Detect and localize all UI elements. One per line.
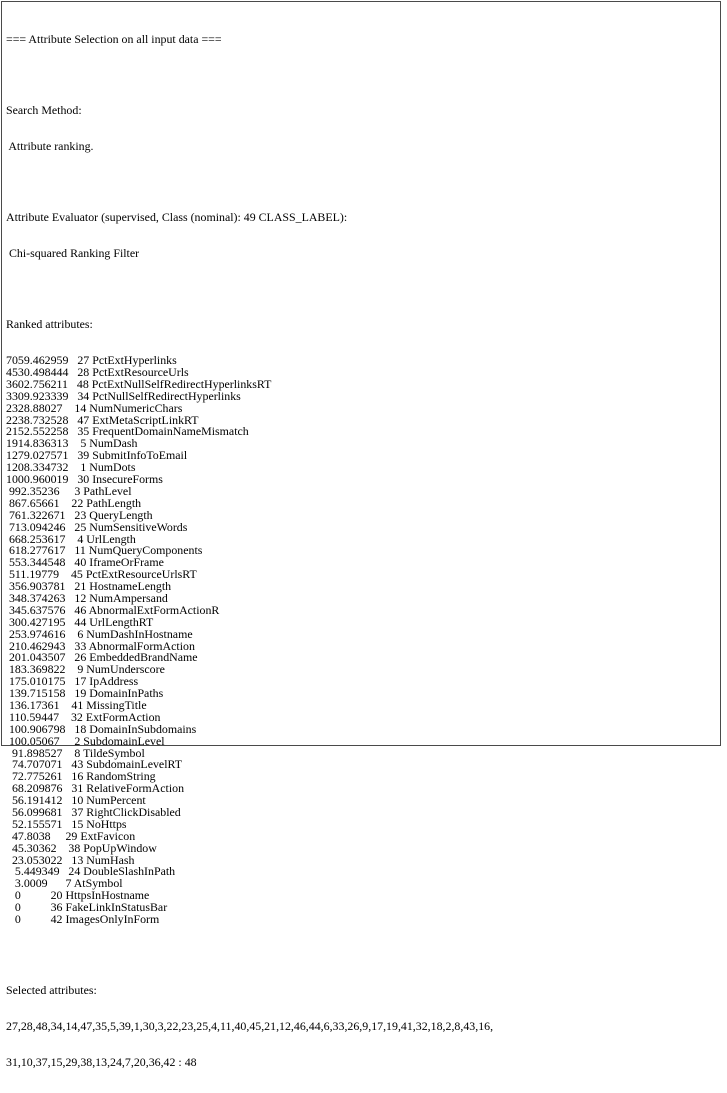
ranked-attribute-row: 1279.027571 39 SubmitInfoToEmail — [6, 448, 188, 463]
ranked-attribute-row: 0 42 ImagesOnlyInForm — [6, 912, 160, 926]
ranked-attribute-row: 992.35236 3 PathLevel — [6, 483, 132, 498]
ranked-attribute-row: 2152.552258 35 FrequentDomainNameMismatch — [6, 424, 249, 439]
ranked-attribute-row: 7059.462959 27 PctExtHyperlinks — [6, 353, 177, 368]
ranked-attribute-row: 5.449349 24 DoubleSlashInPath — [6, 864, 176, 879]
ranked-attribute-row: 867.65661 22 PathLength — [6, 495, 142, 510]
ranked-attribute-row: 68.209876 31 RelativeFormAction — [6, 781, 185, 796]
ranked-attribute-row: 713.094246 25 NumSensitiveWords — [6, 519, 188, 534]
selected-list-line-2: 31,10,37,15,29,38,13,24,7,20,36,42 : 48 — [6, 1054, 197, 1069]
ranked-attribute-row: 0 36 FakeLinkInStatusBar — [6, 900, 168, 915]
ranked-attribute-row: 300.427195 44 UrlLengthRT — [6, 614, 154, 629]
ranked-attribute-row: 183.369822 9 NumUnderscore — [6, 662, 165, 677]
ranked-attribute-row: 52.155571 15 NoHttps — [6, 816, 127, 831]
ranked-attribute-row: 345.637576 46 AbnormalExtFormActionR — [6, 602, 220, 617]
ranked-attribute-row: 74.707071 43 SubdomainLevelRT — [6, 757, 182, 772]
section-header: === Attribute Selection on all input data === — [6, 31, 222, 46]
selected-list-line-1: 27,28,48,34,14,47,35,5,39,1,30,3,22,23,25,4,11,40,45,21,12,46,44,6,33,26,9,17,19,41,32,18,2,8,43,16, — [6, 1019, 494, 1034]
ranked-attribute-row: 761.322671 23 QueryLength — [6, 507, 153, 522]
ranked-attribute-row: 45.30362 38 PopUpWindow — [6, 840, 157, 855]
ranked-attribute-row: 553.344548 40 IframeOrFrame — [6, 555, 164, 570]
ranked-attribute-row: 1914.836313 5 NumDash — [6, 436, 138, 451]
ranked-attribute-row: 56.191412 10 NumPercent — [6, 793, 146, 808]
ranked-attribute-row: 0 20 HttpsInHostname — [6, 888, 150, 903]
blank-line — [6, 70, 718, 82]
ranked-attribute-row: 91.898527 8 TildeSymbol — [6, 745, 145, 760]
ranked-attribute-row: 1000.960019 30 InsecureForms — [6, 472, 163, 487]
ranked-attribute-row: 1208.334732 1 NumDots — [6, 460, 136, 475]
blank-line — [6, 284, 718, 296]
ranked-attribute-row: 136.17361 41 MissingTitle — [6, 697, 147, 712]
ranked-attribute-row: 253.974616 6 NumDashInHostname — [6, 626, 193, 641]
ranked-attribute-row: 3602.756211 48 PctExtNullSelfRedirectHyperlinksRT — [6, 376, 272, 391]
ranked-attribute-row: 56.099681 37 RightClickDisabled — [6, 804, 181, 819]
search-method-value: Attribute ranking. — [6, 138, 94, 153]
selected-label: Selected attributes: — [6, 983, 97, 998]
evaluator-label: Attribute Evaluator (supervised, Class (nominal): 49 CLASS_LABEL): — [6, 210, 348, 225]
ranked-attribute-row: 668.253617 4 UrlLength — [6, 531, 136, 546]
ranked-attribute-row: 201.043507 26 EmbeddedBrandName — [6, 650, 198, 665]
evaluator-value: Chi-squared Ranking Filter — [6, 246, 140, 261]
ranked-attribute-row: 3309.923339 34 PctNullSelfRedirectHyperlinks — [6, 388, 241, 403]
ranked-attribute-row: 511.19779 45 PctExtResourceUrlsRT — [6, 567, 197, 582]
ranked-attribute-row: 139.715158 19 DomainInPaths — [6, 686, 164, 701]
ranked-attribute-row: 2328.88027 14 NumNumericChars — [6, 400, 183, 415]
ranked-attribute-row: 3.0009 7 AtSymbol — [6, 876, 123, 891]
ranked-attribute-row: 72.775261 16 RandomString — [6, 769, 156, 784]
ranked-attribute-row: 100.906798 18 DomainInSubdomains — [6, 721, 197, 736]
ranked-attribute-row: 100.05067 2 SubdomainLevel — [6, 733, 165, 748]
ranked-attribute-row: 348.374263 12 NumAmpersand — [6, 590, 168, 605]
blank-line — [6, 950, 718, 962]
ranked-attributes-list — [6, 355, 718, 926]
blank-line — [6, 177, 718, 189]
ranked-label: Ranked attributes: — [6, 317, 93, 332]
ranked-attribute-row: 618.277617 11 NumQueryComponents — [6, 543, 203, 558]
ranked-attribute-row: 23.053022 13 NumHash — [6, 852, 135, 867]
search-method-label: Search Method: — [6, 103, 82, 118]
ranked-attribute-row: 2238.732528 47 ExtMetaScriptLinkRT — [6, 412, 199, 427]
ranked-attribute-row: 47.8038 29 ExtFavicon — [6, 828, 136, 843]
ranked-attribute-row: 210.462943 33 AbnormalFormAction — [6, 638, 195, 653]
output-panel[interactable] — [1, 1, 721, 1069]
ranked-attribute-row: 175.010175 17 IpAddress — [6, 674, 139, 689]
ranked-attribute-row: 4530.498444 28 PctExtResourceUrls — [6, 365, 189, 380]
output-text — [6, 10, 718, 1093]
ranked-attribute-row: 110.59447 32 ExtFormAction — [6, 709, 161, 724]
ranked-attribute-row: 356.903781 21 HostnameLength — [6, 579, 172, 594]
